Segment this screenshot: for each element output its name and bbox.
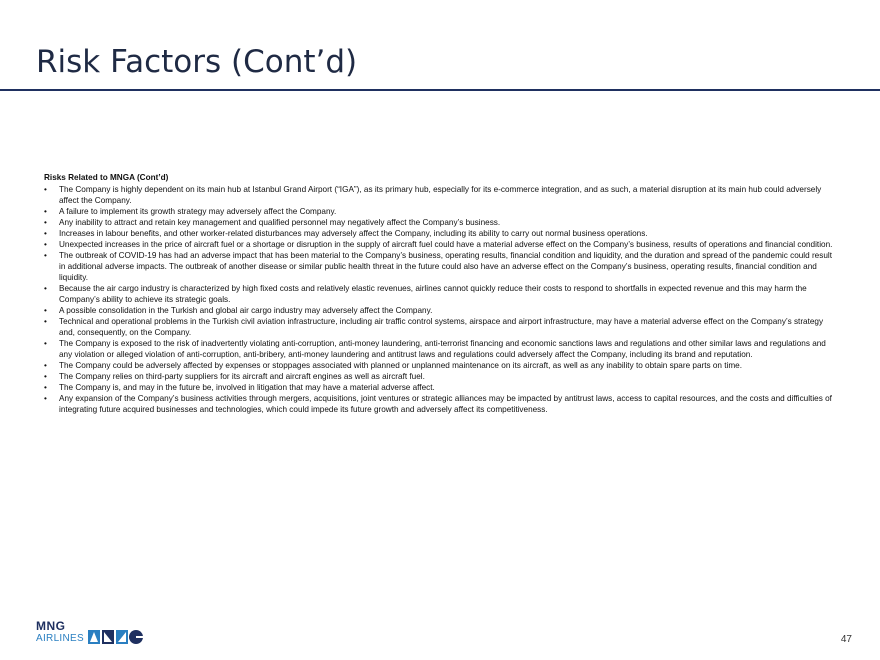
- risk-text: A possible consolidation in the Turkish and global air cargo industry may adversely affect the Company.: [59, 306, 433, 315]
- risk-text: Because the air cargo industry is characterized by high fixed costs and relatively elastic revenues, airlines cannot quickly reduce their costs to respond to shortfalls in expected revenue and this may harm the Company’s ability to achieve its strategic goals.: [59, 284, 807, 304]
- risk-item: [44, 184, 834, 206]
- risk-text: Unexpected increases in the price of aircraft fuel or a shortage or disruption in the supply of aircraft fuel could have a material adverse effect on the Company’s business, results of operations and financial condition.: [59, 240, 833, 249]
- risk-item: [44, 228, 834, 239]
- bullet-icon: •: [44, 185, 47, 194]
- page-number: 47: [840, 634, 852, 645]
- bullet-icon: •: [44, 394, 47, 403]
- risk-text: The Company is highly dependent on its main hub at Istanbul Grand Airport (“IGA”), as its primary hub, especially for its e-commerce integration, and as such, a material disruption at its main hub could adversely affect the Company.: [59, 185, 822, 205]
- risk-item: [44, 206, 834, 217]
- bullet-icon: •: [44, 383, 47, 392]
- risk-text: The Company is, and may in the future be, involved in litigation that may have a material adverse affect.: [59, 383, 435, 392]
- bullet-icon: •: [44, 361, 47, 370]
- slide-title: Risk Factors (Cont’d): [36, 44, 358, 80]
- risk-text: Technical and operational problems in the Turkish civil aviation infrastructure, including air traffic control systems, airspace and airport infrastructure, may have a material adverse effect on the Company’s strategy and, consequently, on the Company.: [59, 317, 824, 337]
- risk-item: [44, 239, 834, 250]
- risk-text: The Company relies on third-party suppliers for its aircraft and aircraft engines as well as aircraft fuel.: [59, 372, 425, 381]
- title-divider: [0, 89, 880, 91]
- risk-item: [44, 283, 834, 305]
- section-heading: Risks Related to MNGA (Cont’d): [44, 173, 169, 182]
- bullet-icon: •: [44, 284, 47, 293]
- risk-item: [44, 217, 834, 228]
- bullet-icon: •: [44, 339, 47, 348]
- risk-item: [44, 250, 834, 283]
- logo-text-airlines: AIRLINES: [36, 633, 84, 644]
- risk-content: [44, 172, 834, 415]
- bullet-icon: •: [44, 306, 47, 315]
- risk-item: [44, 371, 834, 382]
- bullet-icon: •: [44, 229, 47, 238]
- risk-item: [44, 393, 834, 415]
- logo-text-mng: MNG: [36, 619, 66, 633]
- risk-text: The Company could be adversely affected by expenses or stoppages associated with planned or unplanned maintenance on its aircraft, as well as any inability to obtain spare parts on time.: [59, 361, 742, 370]
- risk-text: Any inability to attract and retain key management and qualified personnel may negatively affect the Company’s business.: [59, 218, 501, 227]
- bullet-icon: •: [44, 207, 47, 216]
- risk-text: Increases in labour benefits, and other worker-related disturbances may adversely affect the Company, including its ability to carry out normal business operations.: [59, 229, 648, 238]
- mng-airlines-logo-mark-icon: [88, 630, 144, 644]
- bullet-icon: •: [44, 240, 47, 249]
- risk-text: Any expansion of the Company’s business activities through mergers, acquisitions, joint ventures or strategic alliances may be impacted by antitrust laws, access to capital resources, and the costs and difficulties of integrating future acquired businesses and technologies, which could impede its future growth and adversely affect its competitiveness.: [59, 394, 832, 414]
- risk-text: The Company is exposed to the risk of inadvertently violating anti-corruption, anti-money laundering, anti-terrorist financing and economic sanctions laws and regulations and other similar laws and regulations and any violation or alleged violation of anti-corruption, anti-bribery, anti-money laundering and antitrust laws and regulations could adversely affect the Company, including its brand and reputation.: [59, 339, 826, 359]
- bullet-icon: •: [44, 317, 47, 326]
- risk-item: [44, 305, 834, 316]
- risk-item: [44, 316, 834, 338]
- risk-text: A failure to implement its growth strategy may adversely affect the Company.: [59, 207, 337, 216]
- mng-airlines-logo: [36, 620, 146, 648]
- bullet-icon: •: [44, 251, 47, 260]
- risk-text: The outbreak of COVID-19 has had an adverse impact that has been material to the Company’s business, operating results, financial condition and liquidity, and the duration and spread of the pandemic could result in additional adverse impacts. The outbreak of another disease or similar public health threat in the future could also have an adverse effect on the Company’s business, operating results, financial condition and liquidity.: [59, 251, 832, 282]
- risk-item: [44, 338, 834, 360]
- bullet-icon: •: [44, 372, 47, 381]
- risk-item: [44, 382, 834, 393]
- risk-item: [44, 360, 834, 371]
- bullet-icon: •: [44, 218, 47, 227]
- risk-list: [44, 184, 834, 415]
